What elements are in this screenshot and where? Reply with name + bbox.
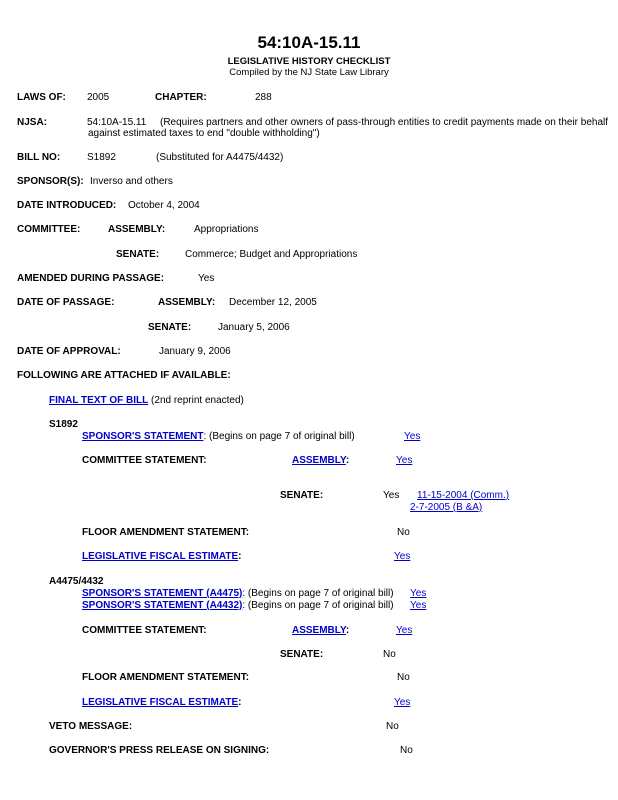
njsa-code: 54:10A-15.11 (87, 117, 147, 128)
committee-assembly-label: ASSEMBLY: (108, 224, 166, 235)
s1892-fiscal-estimate-colon: : (238, 551, 242, 562)
chapter-label: CHAPTER: (155, 92, 207, 103)
a4475-sponsor-statement-row (82, 588, 394, 600)
s1892-floor-amendment-label: FLOOR AMENDMENT STATEMENT: (82, 527, 250, 538)
veto-message-value: No (386, 721, 399, 732)
a4475-fiscal-estimate-yes-link[interactable]: Yes (394, 697, 411, 708)
bill-no-value: S1892 (87, 152, 116, 163)
s1892-assembly-link[interactable]: ASSEMBLY (292, 455, 346, 466)
s1892-sponsor-statement-link[interactable]: SPONSOR'S STATEMENT (82, 431, 204, 442)
compiled-by: Compiled by the NJ State Law Library (229, 67, 389, 78)
a4475-heading: A4475/4432 (49, 576, 104, 587)
s1892-sponsor-statement-note: : (Begins on page 7 of original bill) (203, 431, 355, 442)
committee-assembly-value: Appropriations (194, 224, 259, 235)
a4432-sponsor-statement-row (82, 600, 394, 612)
a4475-assembly-row (292, 625, 349, 637)
veto-message-label: VETO MESSAGE: (49, 721, 133, 732)
a4475-fiscal-estimate-row (82, 697, 241, 709)
s1892-senate-comm-link[interactable]: 11-15-2004 (Comm.) (417, 490, 510, 501)
sponsors-value: Inverso and others (90, 176, 173, 187)
s1892-sponsor-statement-row (82, 431, 355, 443)
s1892-assembly-row (292, 455, 349, 467)
a4475-assembly-link[interactable]: ASSEMBLY (292, 625, 346, 636)
sponsors-label: SPONSOR(S): (17, 176, 84, 187)
a4432-sponsor-statement-yes-link[interactable]: Yes (410, 600, 427, 611)
a4475-senate-label: SENATE: (280, 649, 324, 660)
chapter-value: 288 (255, 92, 272, 103)
s1892-committee-statement-label: COMMITTEE STATEMENT: (82, 455, 207, 466)
a4432-sponsor-statement-note: : (Begins on page 7 of original bill) (242, 600, 394, 611)
a4475-assembly-yes-link[interactable]: Yes (396, 625, 413, 636)
final-text-row (49, 395, 244, 407)
a4475-assembly-colon: : (345, 625, 350, 636)
committee-label: COMMITTEE: (17, 224, 81, 235)
a4475-sponsor-statement-yes-link[interactable]: Yes (410, 588, 427, 599)
a4475-committee-statement-label: COMMITTEE STATEMENT: (82, 625, 207, 636)
njsa-description-line2: against estimated taxes to end "double withholding") (88, 128, 320, 139)
committee-senate-value: Commerce; Budget and Appropriations (185, 249, 358, 260)
final-text-note: (2nd reprint enacted) (151, 395, 244, 406)
a4475-floor-amendment-value: No (397, 672, 410, 683)
committee-senate-label: SENATE: (116, 249, 160, 260)
amended-label: AMENDED DURING PASSAGE: (17, 273, 165, 284)
page-title: 54:10A-15.11 (257, 33, 361, 52)
passage-senate-label: SENATE: (148, 322, 192, 333)
press-release-value: No (400, 745, 413, 756)
passage-assembly-label: ASSEMBLY: (158, 297, 216, 308)
date-introduced-value: October 4, 2004 (128, 200, 200, 211)
a4475-senate-value: No (383, 649, 396, 660)
s1892-fiscal-estimate-row (82, 551, 241, 563)
a4475-sponsor-statement-note: : (Begins on page 7 of original bill) (242, 588, 394, 599)
njsa-label: NJSA: (17, 117, 48, 128)
a4475-fiscal-estimate-link[interactable]: LEGISLATIVE FISCAL ESTIMATE (82, 697, 239, 708)
a4432-sponsor-statement-link[interactable]: SPONSOR'S STATEMENT (A4432) (82, 600, 243, 611)
date-approval-label: DATE OF APPROVAL: (17, 346, 121, 357)
s1892-senate-yes: Yes (383, 490, 400, 501)
a4475-sponsor-statement-link[interactable]: SPONSOR'S STATEMENT (A4475) (82, 588, 243, 599)
laws-of-label: LAWS OF: (17, 92, 66, 103)
amended-value: Yes (198, 273, 215, 284)
bill-substituted-note: (Substituted for A4475/4432) (156, 152, 284, 163)
s1892-assembly-yes-link[interactable]: Yes (396, 455, 413, 466)
laws-of-value: 2005 (87, 92, 110, 103)
date-passage-label: DATE OF PASSAGE: (17, 297, 115, 308)
passage-senate-value: January 5, 2006 (218, 322, 290, 333)
bill-no-label: BILL NO: (17, 152, 61, 163)
s1892-fiscal-estimate-yes-link[interactable]: Yes (394, 551, 411, 562)
s1892-sponsor-statement-yes-link[interactable]: Yes (404, 431, 421, 442)
s1892-senate-label: SENATE: (280, 490, 324, 501)
date-approval-value: January 9, 2006 (159, 346, 231, 357)
final-text-link[interactable]: FINAL TEXT OF BILL (49, 395, 149, 406)
date-introduced-label: DATE INTRODUCED: (17, 200, 117, 211)
a4475-floor-amendment-label: FLOOR AMENDMENT STATEMENT: (82, 672, 250, 683)
s1892-fiscal-estimate-link[interactable]: LEGISLATIVE FISCAL ESTIMATE (82, 551, 239, 562)
s1892-floor-amendment-value: No (397, 527, 410, 538)
attached-heading: FOLLOWING ARE ATTACHED IF AVAILABLE: (17, 370, 231, 381)
passage-assembly-value: December 12, 2005 (229, 297, 317, 308)
s1892-assembly-colon: : (345, 455, 350, 466)
press-release-label: GOVERNOR'S PRESS RELEASE ON SIGNING: (49, 745, 270, 756)
njsa-description-line1: (Requires partners and other owners of pass-through entities to credit payments made on their behalf (160, 117, 609, 128)
page-subtitle: LEGISLATIVE HISTORY CHECKLIST (227, 56, 391, 67)
a4475-fiscal-estimate-colon: : (238, 697, 242, 708)
s1892-heading: S1892 (49, 419, 78, 430)
s1892-senate-ba-link[interactable]: 2-7-2005 (B &A) (410, 502, 483, 513)
